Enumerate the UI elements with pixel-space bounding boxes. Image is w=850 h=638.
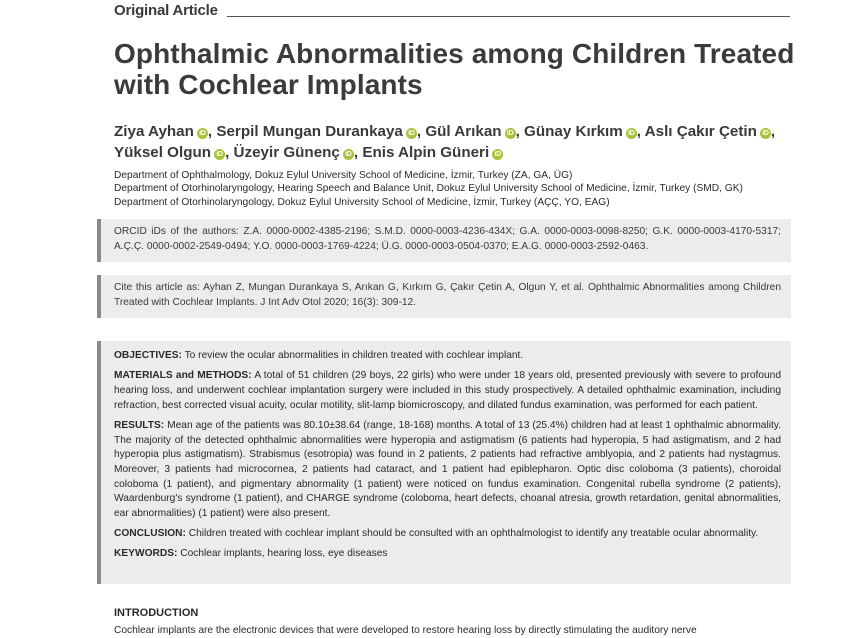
- keywords-text: Cochlear implants, hearing loss, eye diseases: [177, 548, 388, 560]
- conclusion-text: Children treated with cochlear implant should be consulted with an ophthalmologist to identify any treatable ocular abnormality.: [185, 528, 759, 540]
- header-rule: [227, 16, 790, 17]
- citation-box: Cite this article as: Ayhan Z, Mungan Durankaya S, Arıkan G, Kırkım G, Çakır Çetin A, Olgun Y, et al. Ophthalmic Abnormalities among Children Treated with Cochlear Implants. J Int Adv Otol 2020; 16(3): 309-12.: [97, 275, 791, 318]
- affiliation-line: Department of Otorhinolaryngology, Hearing Speech and Balance Unit, Dokuz Eylul University School of Medicine, İzmir, Turkey (SMD, GK): [114, 183, 743, 195]
- results-label: RESULTS:: [114, 419, 165, 431]
- methods-label: MATERIALS and METHODS:: [114, 370, 252, 382]
- objectives-text: To review the ocular abnormalities in children treated with cochlear implant.: [181, 350, 524, 361]
- author-name[interactable]: Günay Kırkım: [524, 123, 623, 140]
- introduction-text: Cochlear implants are the electronic devices that were developed to restore hearing loss by directly stimulating the auditory nerve: [114, 625, 697, 636]
- orcid-icon[interactable]: iD: [343, 149, 354, 160]
- abstract-box: [97, 341, 791, 584]
- author-separator: ,: [770, 123, 776, 140]
- author-name[interactable]: Gül Arıkan: [425, 123, 502, 140]
- objectives-label: OBJECTIVES:: [114, 350, 182, 361]
- affiliation-line: Department of Otorhinolaryngology, Dokuz Eylul University School of Medicine, İzmir, Turkey (AÇÇ, YO, EAG): [114, 196, 610, 208]
- author-name[interactable]: Enis Alpin Güneri: [362, 143, 490, 161]
- orcid-icon[interactable]: iD: [505, 128, 516, 139]
- introduction-heading: INTRODUCTION: [114, 607, 199, 619]
- abstract-keywords: [114, 547, 781, 562]
- article-header: [114, 2, 790, 20]
- keywords-label: KEYWORDS:: [114, 548, 178, 560]
- author-separator: ,: [515, 123, 525, 140]
- author-separator: ,: [636, 123, 645, 140]
- author-name[interactable]: Serpil Mungan Durankaya: [216, 123, 403, 140]
- orcid-icon[interactable]: iD: [760, 128, 771, 139]
- author-separator: ,: [416, 123, 426, 140]
- orcid-icon[interactable]: iD: [492, 149, 503, 160]
- author-name[interactable]: Ziya Ayhan: [114, 123, 194, 140]
- abstract-methods: [114, 369, 781, 413]
- orcid-icon[interactable]: iD: [406, 128, 417, 139]
- author-name[interactable]: Aslı Çakır Çetin: [644, 123, 757, 140]
- author-separator: ,: [353, 143, 363, 161]
- author-name[interactable]: Yüksel Olgun: [114, 143, 212, 161]
- affiliations: [114, 169, 794, 209]
- affiliation-line: Department of Ophthalmology, Dokuz Eylul University School of Medicine, İzmir, Turkey (ZA, GA, ÜG): [114, 170, 573, 181]
- author-separator: ,: [225, 143, 234, 161]
- conclusion-label: CONCLUSION:: [114, 528, 186, 540]
- orcid-icon[interactable]: iD: [197, 128, 208, 139]
- abstract-results: [114, 419, 781, 522]
- methods-text: A total of 51 children (29 boys, 22 girls) who were under 18 years old, presented previously with severe to profound hearing loss, and underwent cochlear implantation surgery were included in this study prospectively. A detailed ophthalmic examination, including refraction, best corrected visual acuity, ocular motility, slit-lamp biomicroscopy, and dilated fundus examination, was performed for each patient.: [114, 370, 781, 411]
- author-list: [114, 122, 794, 163]
- orcid-ids-box: ORCID iDs of the authors: Z.A. 0000-0002-4385-2196; S.M.D. 0000-0003-4236-434X; G.A. 0000-0003-0098-8250; G.K. 0000-0003-4170-5317; A.Ç.Ç. 0000-0002-2549-0494; Y.O. 0000-0003-1769-4224; Ü.G. 0000-0003-0504-0370; E.A.G. 0000-0003-2592-0463.: [97, 219, 791, 262]
- orcid-icon[interactable]: iD: [626, 128, 637, 139]
- author-name[interactable]: Üzeyir Günenç: [233, 143, 340, 161]
- article-title: Ophthalmic Abnormalities among Children Treated with Cochlear Implants: [114, 38, 795, 100]
- author-separator: ,: [207, 123, 217, 140]
- results-text: Mean age of the patients was 80.10±38.64 (range, 18-168) months. A total of 13 (25.4%) children had at least 1 ophthalmic abnormality. The majority of the detected ophthalmic abnormalities were hyperopia and astigmatism (6 patients had hyperopia, 5 had astigmatism, and 2 had hyperopia plus astigmatism). Strabismus (esotropia) was found in 2 patients, 2 patients had refractive amblyopia, and 2 patients had nystagmus. Moreover, 3 patients had microcornea, 2 patients had cataract, and 1 patient had epiblepharon. Optic disc coloboma (3 patients), choroidal coloboma (1 patient), and pigmentary abnormality (1 patient) were noticed on fundus examination. Congenital rubella syndrome (2 patients), Waardenburg's syndrome (1 patient), and CHARGE syndrome (coloboma, heart defects, choanal atresia, growth retardation, genital abnormalities, ear abnormalities) (1 patient) were also present.: [114, 419, 781, 520]
- orcid-icon[interactable]: iD: [214, 149, 225, 160]
- abstract-conclusion: [114, 527, 781, 542]
- abstract-objectives: [114, 349, 781, 364]
- article-type-label: Original Article: [114, 2, 218, 19]
